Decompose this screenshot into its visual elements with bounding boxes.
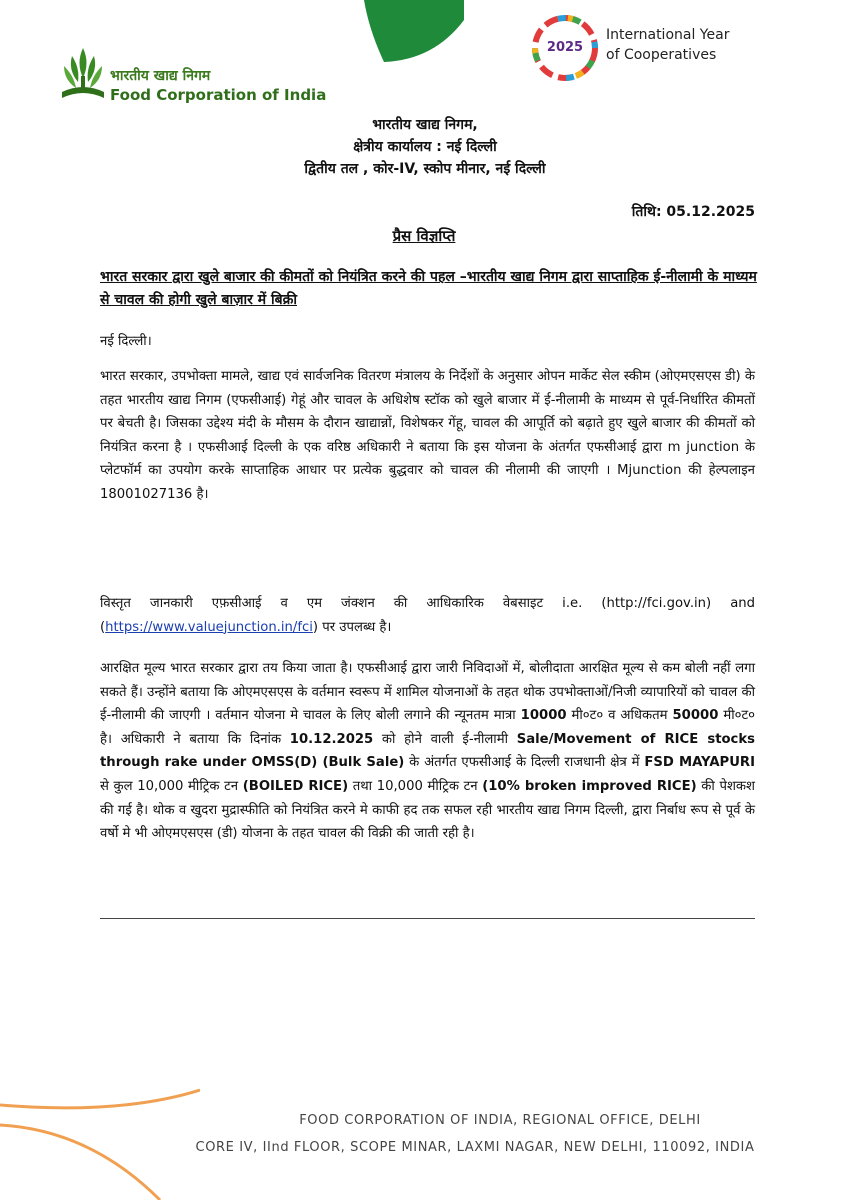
fci-logo-english: Food Corporation of India — [110, 86, 327, 104]
p3-text: को होने वाली ई-नीलामी — [373, 731, 517, 747]
paragraph-3 — [100, 657, 755, 846]
fci-logo-hindi: भारतीय खाद्य निगम — [110, 68, 211, 84]
p3-text: की पेशकश की गई है। थोक व खुदरा मुद्रास्फीति को नियंत्रित करने मे काफी हद तक सफल रही भारतीय खाद्य निगम दिल्ली, द्वारा निर्बाध रूप से पूर्व के वर्षो मे भी ओएमएसएस (डी) योजना के तहत चावल की विक्री की जाती रही है। — [100, 778, 756, 842]
footer-address-line: CORE IV, IInd FLOOR, SCOPE MINAR, LAXMI NAGAR, NEW DELHI, 110092, INDIA — [195, 1140, 755, 1155]
dateline-place: नई दिल्ली। — [100, 334, 152, 349]
p3-depot: FSD MAYAPURI — [644, 755, 755, 771]
iyc-logo — [528, 2, 738, 94]
paragraph-1: भारत सरकार, उपभोक्ता मामले, खाद्य एवं सार्वजनिक वितरण मंत्रालय के निर्देशों के अनुसार ओपन मार्केट सेल स्कीम (ओएमएसएस डी) के तहत भारतीय खाद्य निगम (एफसीआई) गेहूं और चावल के अधिशेष स्टॉक को खुले बाजार में ई-नीलामी के माध्यम से पूर्व-निर्धारित कीमतों पर बेचती है। जिसका उद्देश्य मंदी के मौसम के दौरान खाद्यान्नों, विशेषकर गेंहू, चावल की आपूर्ति को बढ़ाते हुए खुले बाजार की कीमतों को नियंत्रित करना है । एफसीआई दिल्ली के एक वरिष्ठ अधिकारी ने बताया कि इस योजना के अंतर्गत एफसीआई द्वारा m junction के प्लेटफॉर्म का उपयोग करके साप्ताहिक आधार पर प्रत्येक बुद्धवार को चावल की नीलामी की जाएगी । Mjunction की हेल्पलाइन 18001027136 है। — [100, 369, 755, 502]
p3-min-quantity: 10000 — [520, 708, 567, 724]
paragraph-2-text-after: ) पर उपलब्ध है। — [312, 619, 392, 635]
iyc-title-line2: of Cooperatives — [606, 47, 717, 63]
paragraph-2 — [100, 592, 755, 639]
p3-boiled-rice: (BOILED RICE) — [242, 778, 349, 794]
office-line-3: द्वितीय तल , कोर-IV, स्कोप मीनार, नई दिल्ली — [304, 161, 546, 177]
iyc-year: 2025 — [546, 40, 584, 55]
p3-text: तथा 10,000 मीट्रिक टन — [348, 778, 483, 794]
office-line-1: भारतीय खाद्य निगम, — [372, 117, 478, 133]
office-line-2: क्षेत्रीय कार्यालय : नई दिल्ली — [353, 139, 497, 155]
valuejunction-link[interactable]: https://www.valuejunction.in/fci — [105, 619, 313, 635]
fci-logo — [58, 38, 327, 112]
p3-text: मी०ट० व अधिकतम — [566, 708, 673, 724]
p3-text: आरक्षित मूल्य भारत सरकार द्वारा तय किया जाता है। एफसीआई द्वारा जारी निविदाओं में, बोलीदाता आरक्षित मूल्य से कम बोली नहीं लगा सकते हैं। उन्होंने बताया कि ओएमएसएस के वर्तमान स्वरूप में शामिल योजनाओं के तहत थोक उपभोक्ताओं/निजी व्यापारियों को चावल की ई-नीलामी की जाएगी । वर्तमान योजना मे चावल के लिए बोली लगाने की न्यूनतम मात्रा — [100, 661, 755, 724]
paragraph-2-text-before: विस्तृत जानकारी एफ़सीआई व एम जंक्शन की आधिकारिक वेबसाइट i.e. (http://fci.gov.in) and ( — [100, 596, 755, 635]
p3-auction-date: 10.12.2025 — [289, 731, 374, 747]
p3-max-quantity: 50000 — [672, 708, 719, 724]
press-release-title: प्रैस विज्ञप्ति — [392, 227, 456, 245]
p3-text: से कुल 10,000 मीट्रिक टन — [100, 778, 243, 794]
p3-text: मी०ट० है। अधिकारी ने बताया कि दिनांक — [100, 708, 755, 747]
p3-broken-rice: (10% broken improved RICE) — [482, 778, 697, 794]
headline: भारत सरकार द्वारा खुले बाजार की कीमतों को नियंत्रित करने की पहल –भारतीय खाद्य निगम द्वारा साप्ताहिक ई-नीलामी के माध्यम से चावल की होगी खुले बाज़ार में बिक्री — [100, 269, 757, 308]
release-date: तिथि: 05.12.2025 — [631, 204, 755, 220]
office-address — [230, 114, 620, 180]
content-divider — [100, 918, 755, 919]
iyc-title-line1: International Year — [606, 27, 730, 43]
wheat-emblem-icon — [58, 38, 108, 108]
p3-auction-name: Sale/Movement of RICE stocks through rake under OMSS(D) (Bulk Sale) — [100, 731, 755, 771]
p3-text: के अंतर्गत एफसीआई के दिल्ली राजधानी क्षेत्र में — [404, 755, 645, 771]
footer-org-line: FOOD CORPORATION OF INDIA, REGIONAL OFFICE, DELHI — [299, 1113, 701, 1128]
header-decoration-leaf — [364, 0, 464, 62]
